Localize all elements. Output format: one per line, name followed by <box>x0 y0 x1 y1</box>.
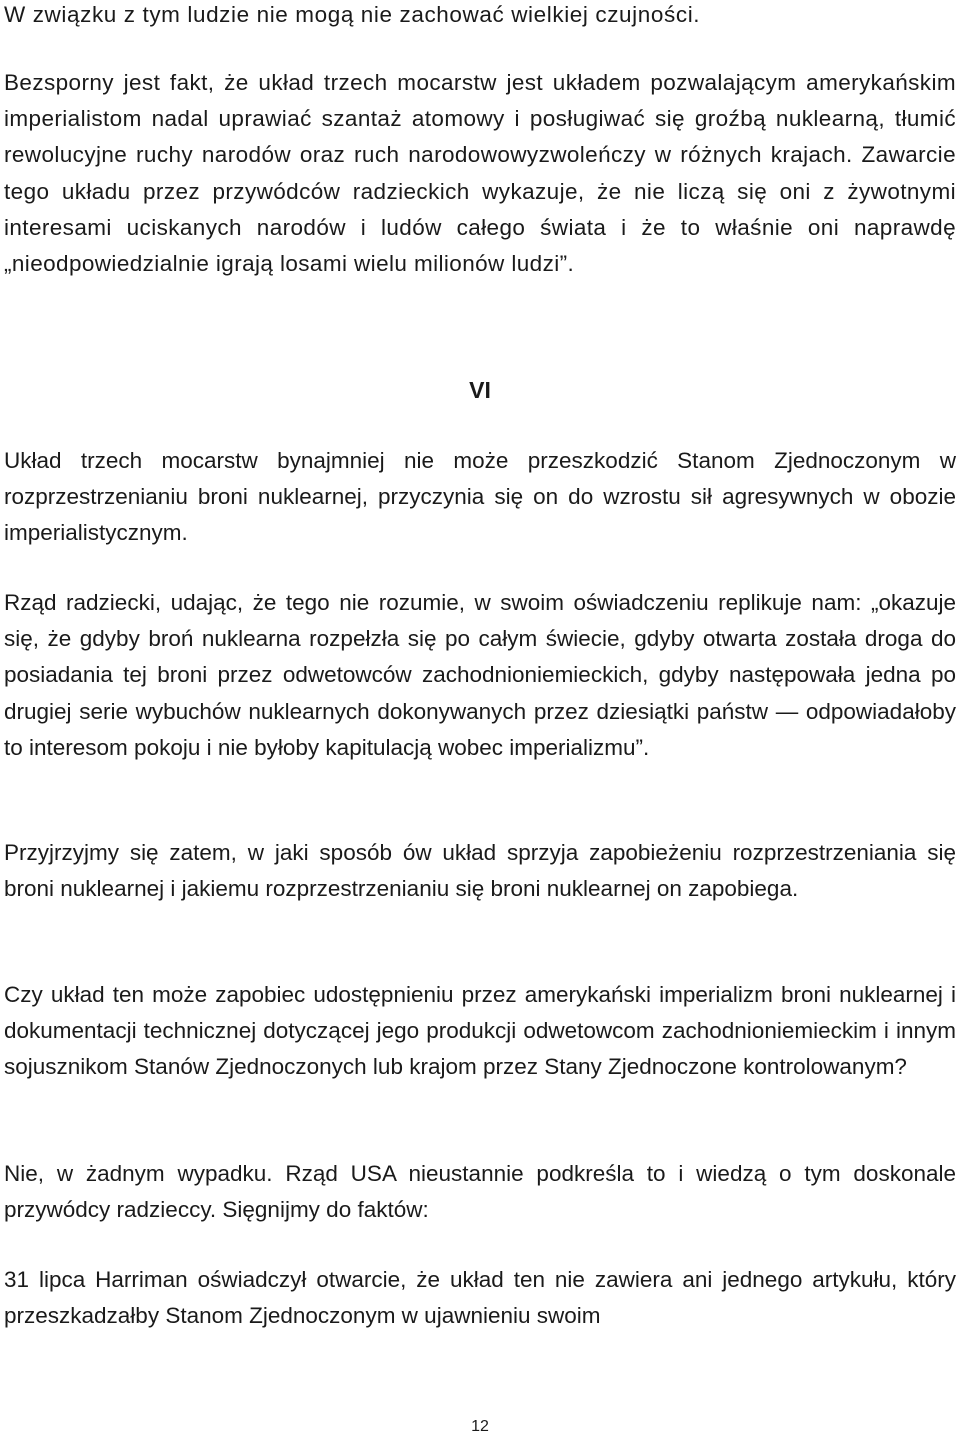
paragraph-1: Bezsporny jest fakt, że układ trzech mocarstw jest układem pozwalającym amerykańskim imperialistom nadal uprawiać szantaż atomowy i posługiwać się groźbą nuklearną, tłumić rewolucyjne ruchy narodów oraz ruch narodowowyzwoleńczy w różnych krajach. Zawarcie tego układu przez przywódców radzieckich wykazuje, że nie liczą się oni z żywotnymi interesami uciskanych narodów i ludów całego świata i że to właśnie oni naprawdę „nieodpowiedzialnie igrają losami wielu milionów ludzi”. <box>4 70 956 277</box>
page-number: 12 <box>471 1418 489 1435</box>
paragraph-4: Przyjrzyjmy się zatem, w jaki sposób ów układ sprzyja zapobieżeniu rozprzestrzeniania się broni nuklearnej i jakiemu rozprzestrzenianiu się broni nuklearnej on zapobiega. <box>4 840 956 902</box>
section-heading: VI <box>469 377 491 403</box>
paragraph-5: Czy układ ten może zapobiec udostępnieniu przez amerykański imperializm broni nuklearnej i dokumentacji technicznej dotyczącej jego produkcji odwetowcom zachodnioniemieckim i innym sojusznikom Stanów Zjednoczonych lub krajom przez Stany Zjednoczone kontrolowanym? <box>4 982 956 1080</box>
paragraph-6: Nie, w żadnym wypadku. Rząd USA nieustannie podkreśla to i wiedzą o tym doskonale przywódcy radzieccy. Sięgnijmy do faktów: <box>4 1161 956 1223</box>
paragraph-3: Rząd radziecki, udając, że tego nie rozumie, w swoim oświadczeniu replikuje nam: „okazuje się, że gdyby broń nuklearna rozpełzła się po całym świecie, gdyby otwarta została droga do posiadania tej broni przez odwetowców zachodnioniemieckich, gdyby następowała jedna po drugiej serie wybuchów nuklearnych dokonywanych przez dziesiątki państw — odpowiadałoby to interesom pokoju i nie byłoby kapitulacją wobec imperializmu”. <box>4 590 956 760</box>
paragraph-7: 31 lipca Harriman oświadczył otwarcie, że układ ten nie zawiera ani jednego artykułu, który przeszkadzałby Stanom Zjednoczonym w ujawnieniu swoim <box>4 1267 956 1329</box>
paragraph-2: Układ trzech mocarstw bynajmniej nie może przeszkodzić Stanom Zjednoczonym w rozprzestrzenianiu broni nuklearnej, przyczynia się on do wzrostu sił agresywnych w obozie imperialistycznym. <box>4 448 956 546</box>
document-page <box>4 0 956 1436</box>
opening-line: W związku z tym ludzie nie mogą nie zachować wielkiej czujności. <box>4 2 701 27</box>
